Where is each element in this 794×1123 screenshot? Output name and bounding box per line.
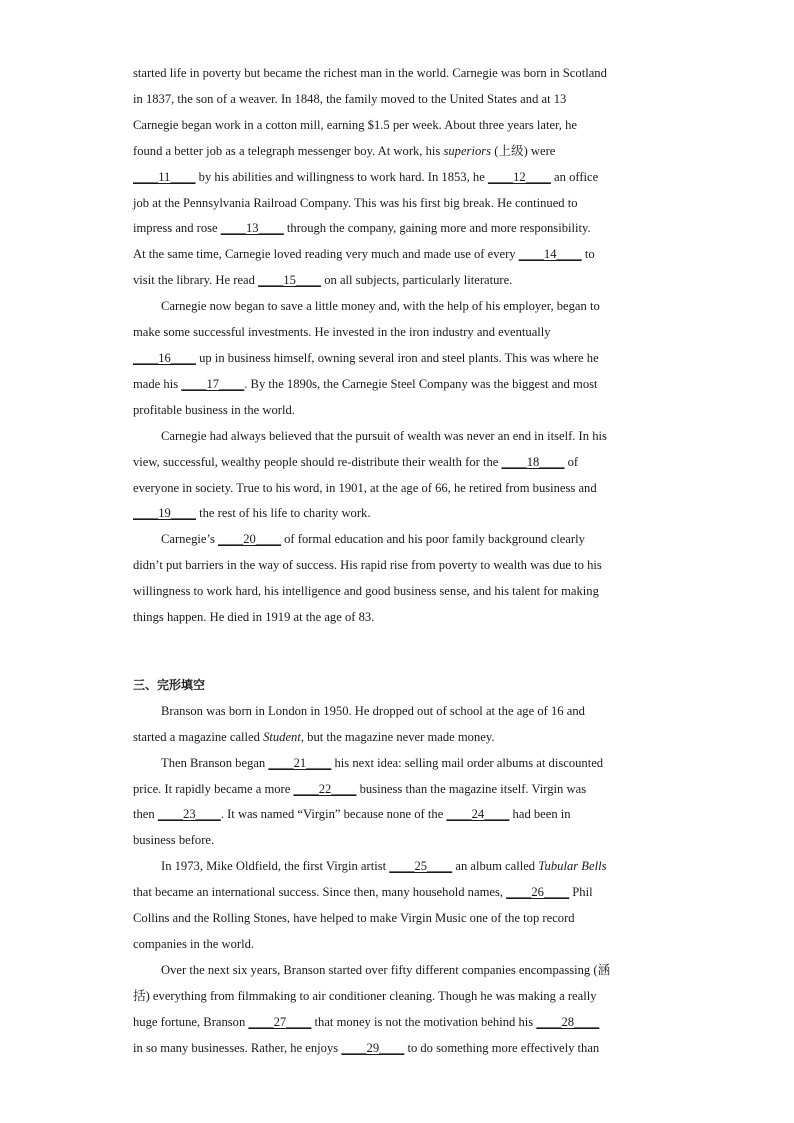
text-run: found a better job as a telegraph messenger boy. At work, his — [133, 143, 444, 158]
text-run: . By the 1890s, the Carnegie Steel Company was the biggest and most — [244, 376, 598, 391]
text-run: up in business himself, owning several iron and steel plants. This was where he — [195, 350, 599, 365]
paragraph-carnegie-summary — [133, 527, 661, 631]
text-run: to — [581, 247, 595, 262]
text-line — [133, 854, 661, 880]
text-line — [133, 372, 661, 398]
italic-term: Student — [263, 729, 301, 744]
blank-28[interactable]: ____28____ — [536, 1014, 600, 1029]
text-line: started life in poverty but became the richest man in the world. Carnegie was born in Scotland — [133, 66, 607, 80]
text-line — [133, 242, 661, 268]
blank-16[interactable]: ____16____ — [133, 350, 196, 365]
paragraph-carnegie-investments — [133, 294, 661, 424]
text-run: on all subjects, particularly literature. — [321, 273, 513, 288]
text-run: , but the magazine never made money. — [300, 729, 495, 744]
text-run: an office — [550, 169, 599, 184]
text-run: made his — [133, 376, 182, 391]
paragraph-branson-companies — [133, 958, 661, 1062]
text-line — [133, 268, 661, 294]
text-line: everyone in society. True to his word, in 1901, at the age of 66, he retired from business and — [133, 480, 597, 495]
text-line: job at the Pennsylvania Railroad Company. This was his first big break. He continued to — [133, 195, 578, 210]
blank-14[interactable]: ____14____ — [518, 247, 582, 262]
text-line — [133, 346, 661, 372]
text-run: In 1973, Mike Oldfield, the first Virgin artist — [161, 859, 390, 874]
blank-27[interactable]: ____27____ — [248, 1014, 312, 1029]
text-line — [133, 1010, 661, 1036]
text-line — [133, 777, 661, 803]
text-line — [133, 165, 661, 191]
text-run: Then Branson began — [161, 755, 269, 770]
section-heading: 三、完形填空 — [133, 677, 206, 692]
text-line — [133, 802, 661, 828]
text-run: of — [564, 454, 579, 469]
text-line — [133, 751, 661, 777]
blank-17[interactable]: ____17____ — [181, 376, 245, 391]
text-line: didn’t put barriers in the way of success. His rapid rise from poverty to wealth was due to his — [133, 558, 602, 573]
text-run: his next idea: selling mail order albums at discounted — [331, 755, 604, 770]
text-run: . It was named “Virgin” because none of the — [220, 807, 447, 822]
text-line: Carnegie now began to save a little money and, with the help of his employer, began to — [161, 299, 600, 314]
text-run: the rest of his life to charity work. — [195, 506, 371, 521]
text-run: business than the magazine itself. Virgin was — [356, 781, 587, 796]
text-line: Branson was born in London in 1950. He dropped out of school at the age of 16 and — [161, 703, 585, 718]
text-run: to do something more effectively than — [404, 1040, 600, 1055]
text-line: business before. — [133, 833, 215, 848]
text-line — [133, 139, 661, 165]
text-line: willingness to work hard, his intelligence and good business sense, and his talent for making — [133, 584, 599, 599]
text-run: visit the library. He read — [133, 273, 259, 288]
text-line — [133, 880, 661, 906]
text-line: profitable business in the world. — [133, 402, 295, 417]
text-run: started a magazine called — [133, 729, 264, 744]
text-line: Collins and the Rolling Stones, have helped to make Virgin Music one of the top record — [133, 911, 575, 926]
text-run: an album called — [452, 859, 539, 874]
blank-21[interactable]: ____21____ — [268, 755, 332, 770]
text-line: make some successful investments. He invested in the iron industry and eventually — [133, 325, 551, 340]
blank-20[interactable]: ____20____ — [218, 532, 281, 547]
text-run: that money is not the motivation behind his — [311, 1014, 537, 1029]
text-line — [133, 501, 661, 527]
blank-11[interactable]: ____11____ — [133, 169, 196, 184]
blank-15[interactable]: ____15____ — [258, 273, 322, 288]
blank-25[interactable]: ____25____ — [389, 859, 453, 874]
blank-22[interactable]: ____22____ — [293, 781, 357, 796]
text-run: view, successful, wealthy people should re-distribute their wealth for the — [133, 454, 502, 469]
blank-29[interactable]: ____29____ — [341, 1040, 405, 1055]
text-run: in so many businesses. Rather, he enjoys — [133, 1040, 342, 1055]
paragraph-branson-music — [133, 854, 661, 958]
text-run: through the company, gaining more and more responsibility. — [283, 221, 591, 236]
text-run: that became an international success. Since then, many household names, — [133, 885, 507, 900]
blank-24[interactable]: ____24____ — [446, 807, 510, 822]
text-line: companies in the world. — [133, 937, 255, 951]
text-run: then — [133, 807, 158, 822]
blank-19[interactable]: ____19____ — [133, 506, 196, 521]
text-run: price. It rapidly became a more — [133, 781, 294, 796]
paragraph-carnegie-wealth-view — [133, 424, 661, 528]
text-run: Phil — [569, 885, 593, 900]
paragraph-branson-intro — [133, 699, 661, 751]
text-line — [133, 450, 661, 476]
text-run: huge fortune, Branson — [133, 1014, 249, 1029]
text-line: in 1837, the son of a weaver. In 1848, the family moved to the United States and at 13 — [133, 91, 567, 106]
text-line: 括) everything from filmmaking to air conditioner cleaning. Though he was making a really — [133, 988, 597, 1003]
italic-term: Tubular Bells — [538, 859, 607, 874]
text-line — [133, 725, 661, 751]
text-line — [133, 527, 661, 553]
blank-23[interactable]: ____23____ — [157, 807, 221, 822]
blank-12[interactable]: ____12____ — [487, 169, 551, 184]
text-run: impress and rose — [133, 221, 221, 236]
text-line: Over the next six years, Branson started over fifty different companies encompassing (涵 — [161, 962, 611, 977]
text-line — [133, 216, 661, 242]
italic-term: superiors — [443, 143, 492, 158]
text-run: At the same time, Carnegie loved reading very much and made use of every — [133, 247, 519, 262]
text-line — [133, 1036, 661, 1062]
section-spacer — [133, 631, 661, 673]
blank-26[interactable]: ____26____ — [506, 885, 570, 900]
text-run: had been in — [509, 807, 571, 822]
text-run: Carnegie’s — [161, 532, 219, 547]
text-run: of formal education and his poor family background clearly — [280, 532, 585, 547]
text-line: Carnegie had always believed that the pursuit of wealth was never an end in itself. In his — [161, 428, 607, 443]
text-run: by his abilities and willingness to work hard. In 1853, he — [195, 169, 488, 184]
blank-18[interactable]: ____18____ — [501, 454, 565, 469]
document-body — [133, 61, 661, 1062]
blank-13[interactable]: ____13____ — [220, 221, 284, 236]
paragraph-carnegie-early-life — [133, 61, 661, 294]
text-line: Carnegie began work in a cotton mill, earning $1.5 per week. About three years later, he — [133, 117, 577, 132]
paragraph-branson-virgin — [133, 751, 661, 855]
text-run: (上级) were — [491, 143, 556, 158]
text-line: things happen. He died in 1919 at the age of 83. — [133, 610, 375, 625]
